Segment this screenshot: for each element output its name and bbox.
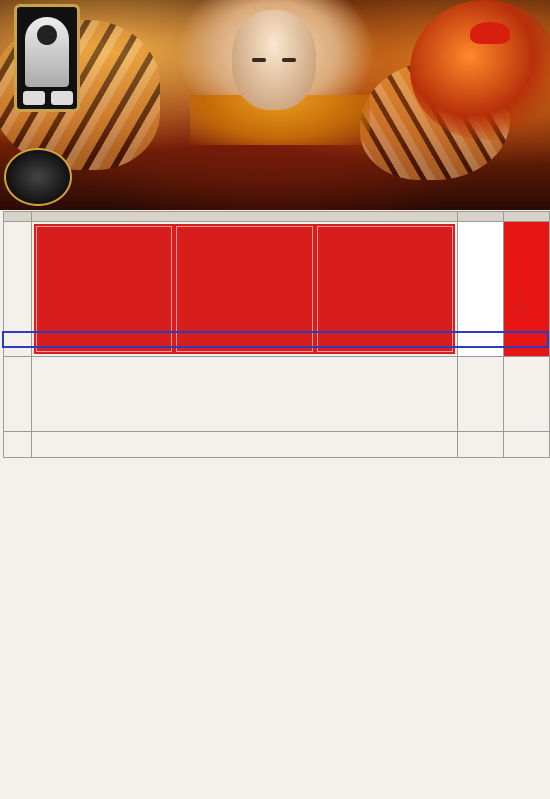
col-header-item (32, 212, 458, 222)
monk-eye (282, 58, 296, 62)
rooster-illustration (410, 0, 550, 140)
rooster-comb (470, 22, 510, 44)
set-column-2 (176, 226, 312, 352)
bonus-item-desc (315, 394, 454, 406)
row-no (4, 222, 32, 357)
down-arrow-head-icon (512, 302, 532, 322)
bonus-item (35, 394, 454, 406)
row-no (4, 432, 32, 458)
table-header-row (4, 212, 550, 222)
col-header-no (4, 212, 32, 222)
buddha-amulet-icon (25, 17, 69, 87)
bonus-item (35, 370, 454, 382)
table-row-12 (4, 432, 550, 458)
bonus-item-name (35, 394, 245, 406)
bonus-item-name (35, 382, 245, 394)
bonus-item-desc (315, 382, 454, 394)
monk-eye (252, 58, 266, 62)
bonus-item-desc (315, 418, 454, 430)
bonus-item-note (245, 406, 315, 418)
aft-logo (4, 148, 72, 206)
bonus-item-desc (315, 370, 454, 382)
bonus-item-note (245, 370, 315, 382)
col-header-qty (458, 212, 504, 222)
set-line (321, 240, 449, 248)
mini-amulet-icon (23, 91, 45, 105)
bonus-set-header (35, 358, 454, 370)
row-no (4, 357, 32, 432)
bonus-price-cell (504, 357, 550, 432)
table-row-10 (4, 222, 550, 357)
amulet-image (14, 4, 80, 112)
vertical-note (462, 226, 488, 356)
bonus-item (35, 382, 454, 394)
row-price (504, 432, 550, 458)
table-row-11 (4, 357, 550, 432)
price-table (3, 211, 550, 458)
bonus-item-desc (315, 406, 454, 418)
col-header-price (504, 212, 550, 222)
bonus-item (35, 406, 454, 418)
footer-dates (20, 748, 26, 757)
bonus-item-name (35, 406, 245, 418)
set-line (321, 232, 449, 240)
mini-amulet-icon (51, 91, 73, 105)
set-details-panel (34, 224, 455, 354)
set-column-3 (317, 226, 453, 352)
bonus-item (35, 418, 454, 430)
bonus-item-name (35, 418, 245, 430)
mini-amulets (23, 91, 73, 105)
bonus-item-name (35, 370, 245, 382)
row-qty (458, 432, 504, 458)
monk-portrait (232, 10, 316, 110)
set-column-1 (36, 226, 172, 352)
down-arrow-icon (520, 258, 523, 308)
bonus-item-note (245, 382, 315, 394)
set-line (40, 232, 168, 240)
bonus-item-note (245, 394, 315, 406)
header-banner (0, 0, 550, 210)
vertical-note-cell (458, 222, 504, 357)
bonus-item-note (245, 418, 315, 430)
set-price-cell (504, 222, 550, 357)
